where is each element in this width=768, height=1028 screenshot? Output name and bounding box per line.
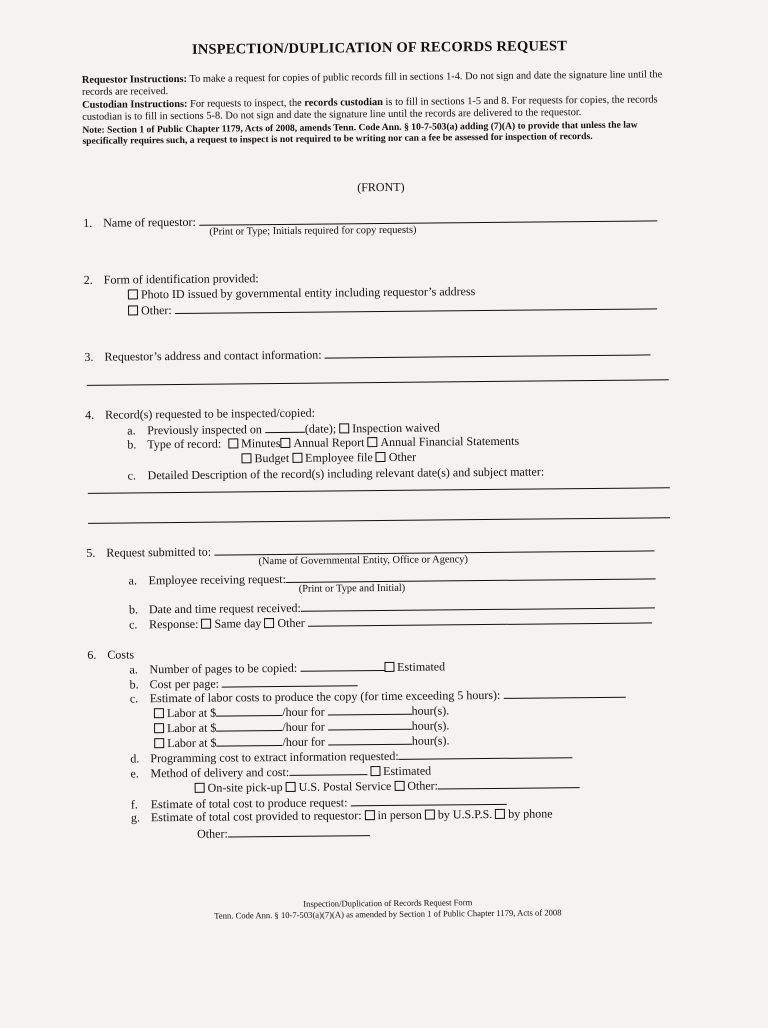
labor-1-hours-field[interactable] <box>327 703 411 716</box>
instructions-block <box>82 69 683 147</box>
annual-financial-label: Annual Financial Statements <box>380 433 520 450</box>
employee-file-checkbox[interactable] <box>292 453 302 463</box>
postal-service-label: U.S. Postal Service <box>298 778 392 794</box>
cost-provided-other <box>197 824 370 841</box>
delivery-estimated-checkbox[interactable] <box>370 766 380 776</box>
delivery-estimated-label: Estimated <box>383 763 432 779</box>
other-record-checkbox[interactable] <box>376 452 386 462</box>
date-label: (date); <box>304 421 337 436</box>
labor-cost-label: Estimate of labor costs to produce the copy (for time exceeding 5 hours): <box>149 687 501 706</box>
description-field-line-2[interactable] <box>88 517 670 524</box>
by-usps-label: by U.S.P.S. <box>437 806 493 822</box>
custodian-instructions-label: Custodian Instructions: <box>82 98 188 111</box>
annual-financial-checkbox[interactable] <box>367 437 377 447</box>
pages-to-copy-field[interactable] <box>300 659 384 672</box>
address-field-line-2[interactable] <box>87 379 669 386</box>
labor-2-checkbox[interactable] <box>154 723 164 733</box>
item-letter: c. <box>129 617 138 632</box>
labor-rate-label: Labor at $ <box>166 705 217 721</box>
labor-2-hours-field[interactable] <box>328 718 412 731</box>
previously-inspected-date-field[interactable] <box>265 421 305 433</box>
labor-1-rate-field[interactable] <box>216 704 282 717</box>
section-4 <box>85 406 315 422</box>
labor-3-hours-field[interactable] <box>328 733 412 746</box>
in-person-label: in person <box>377 807 422 823</box>
cost-provided-label: Estimate of total cost provided to requestor: <box>150 808 362 825</box>
custodian-instructions-text-2: is to fill in sections 1-5 and 8. For requests for copies, the records custodian is to fill in sections 5-8. Do not sign and date the signature line until the records are delivered to the requestor. <box>82 94 658 124</box>
labor-2-rate-field[interactable] <box>216 719 282 732</box>
submitted-to-hint: (Name of Governmental Entity, Office or Agency) <box>258 554 468 568</box>
employee-receiving-hint: (Print or Type and Initial) <box>298 582 406 595</box>
identification-label: Form of identification provided: <box>103 271 259 287</box>
section-4b-row-2 <box>241 450 416 466</box>
budget-label: Budget <box>254 450 290 466</box>
requestor-instructions-text: To make a request for copies of public records fill in sections 1-4. Do not sign and date the signature line until the records are received. <box>81 69 663 99</box>
employee-receiving-field[interactable] <box>286 567 656 583</box>
section-4b <box>127 434 519 452</box>
inspection-waived-checkbox[interactable] <box>339 423 349 433</box>
delivery-options <box>195 776 580 795</box>
section-number: 1. <box>83 215 93 230</box>
other-delivery-checkbox[interactable] <box>394 781 404 791</box>
address-label: Requestor’s address and contact information: <box>104 347 322 364</box>
front-label: (FRONT) <box>357 179 405 195</box>
custodian-bold-text: records custodian <box>304 96 383 109</box>
labor-rate-label: Labor at $ <box>166 720 217 736</box>
annual-report-label: Annual Report <box>293 435 365 450</box>
pages-estimated-label: Estimated <box>397 659 446 674</box>
labor-hours-label: hour(s). <box>411 718 450 733</box>
total-cost-field[interactable] <box>350 793 506 806</box>
item-letter: a. <box>128 573 138 588</box>
labor-hours-label: hour(s). <box>411 733 450 748</box>
response-label: Response: <box>148 616 199 632</box>
labor-1-checkbox[interactable] <box>154 708 164 718</box>
costs-label: Costs <box>107 647 135 662</box>
section-number: 4. <box>84 407 95 422</box>
footer-citation: Tenn. Code Ann. § 10-7-503(a)(7)(A) as amended by Section 1 of Public Chapter 1179, Acts of 2008 <box>214 907 562 921</box>
other-delivery-field[interactable] <box>438 776 580 789</box>
item-letter: c. <box>129 691 139 706</box>
labor-cost-field[interactable] <box>503 686 625 699</box>
section-6 <box>87 647 134 661</box>
labor-3-rate-field[interactable] <box>216 734 282 747</box>
same-day-checkbox[interactable] <box>201 619 211 629</box>
other-response-field[interactable] <box>308 611 652 626</box>
requestor-instructions-label: Requestor Instructions: <box>81 73 188 86</box>
minutes-label: Minutes <box>241 435 281 451</box>
requestor-name-hint: (Print or Type; Initials required for copy requests) <box>209 224 417 238</box>
section-number: 5. <box>86 545 96 560</box>
labor-rate-label: Labor at $ <box>167 735 217 751</box>
employee-file-label: Employee file <box>305 450 373 465</box>
other-response-checkbox[interactable] <box>264 618 274 628</box>
section-number: 2. <box>83 272 93 287</box>
cost-provided-other-label: Other: <box>197 826 228 841</box>
item-letter: e. <box>130 766 139 781</box>
pages-estimated-checkbox[interactable] <box>384 662 394 672</box>
submitted-to-label: Request submitted to: <box>106 544 212 560</box>
cost-per-page-field[interactable] <box>222 674 358 687</box>
section-number: 6. <box>87 647 97 662</box>
labor-hour-label: /hour for <box>282 734 325 749</box>
description-label: Detailed Description of the record(s) including relevant date(s) and subject matter: <box>147 464 545 483</box>
section-6g <box>131 806 553 824</box>
other-id-label: Other: <box>140 303 172 318</box>
item-letter: d. <box>130 751 140 766</box>
date-time-received-label: Date and time request received: <box>148 600 301 617</box>
form-title: INSPECTION/DUPLICATION OF RECORDS REQUEST <box>191 38 568 58</box>
other-delivery-label: Other: <box>407 778 439 793</box>
footer-form-name: Inspection/Duplication of Records Request Form <box>303 897 473 909</box>
section-number: 3. <box>84 349 94 364</box>
item-letter: g. <box>130 810 140 825</box>
item-letter: a. <box>127 423 136 438</box>
cost-provided-other-field[interactable] <box>228 824 370 837</box>
item-letter: b. <box>129 677 139 692</box>
description-field-line-1[interactable] <box>88 487 670 494</box>
item-letter: f. <box>130 797 138 812</box>
section-2 <box>84 271 259 287</box>
same-day-label: Same day <box>214 616 262 631</box>
programming-cost-label: Programming cost to extract information requested: <box>150 748 399 766</box>
by-usps-checkbox[interactable] <box>425 810 435 820</box>
other-id-checkbox[interactable] <box>128 305 138 315</box>
budget-checkbox[interactable] <box>241 453 251 463</box>
form-footer <box>4 894 768 923</box>
delivery-method-label: Method of delivery and cost: <box>150 764 290 781</box>
on-site-pickup-checkbox[interactable] <box>195 783 205 793</box>
item-letter: b. <box>127 437 137 452</box>
in-person-checkbox[interactable] <box>364 810 374 820</box>
postal-service-checkbox[interactable] <box>286 782 296 792</box>
type-of-record-label: Type of record: <box>147 436 222 452</box>
section-6a <box>129 658 445 676</box>
requestor-name-field[interactable] <box>199 209 657 225</box>
previously-inspected-label: Previously inspected on <box>147 422 262 438</box>
by-phone-checkbox[interactable] <box>495 809 505 819</box>
other-response-label: Other <box>277 615 305 631</box>
total-cost-label: Estimate of total cost to produce request: <box>150 795 348 812</box>
item-letter: a. <box>129 662 138 677</box>
programming-cost-field[interactable] <box>399 746 573 760</box>
legal-note: Note: Section 1 of Public Chapter 1179, Acts of 2008, amends Tenn. Code Ann. § 10-7-503(a) adding (7)(A) to provide that unless the law specifically requires such, a request to inspect is not required to be writing nor can a fee be assessed for inspection of records. <box>82 119 638 147</box>
on-site-pickup-label: On-site pick-up <box>207 779 283 795</box>
annual-report-checkbox[interactable] <box>280 438 290 448</box>
delivery-cost-field[interactable] <box>289 763 367 776</box>
minutes-checkbox[interactable] <box>228 438 238 448</box>
labor-hour-label: /hour for <box>282 704 325 719</box>
labor-hour-label: /hour for <box>282 719 325 734</box>
photo-id-label: Photo ID issued by governmental entity including requestor’s address <box>140 284 476 302</box>
inspection-waived-label: Inspection waived <box>352 420 440 436</box>
requestor-name-label: Name of requestor: <box>103 214 196 230</box>
by-phone-label: by phone <box>508 806 553 821</box>
custodian-instructions-text: For requests to inspect, the <box>187 97 305 110</box>
item-letter: c. <box>127 468 137 483</box>
labor-hours-label: hour(s). <box>411 703 450 718</box>
date-time-received-field[interactable] <box>301 596 655 611</box>
submitted-to-field[interactable] <box>214 539 654 555</box>
section-3 <box>84 343 650 363</box>
item-letter: b. <box>128 602 138 617</box>
cost-per-page-label: Cost per page: <box>149 676 220 692</box>
photo-id-checkbox[interactable] <box>128 289 138 299</box>
records-requested-label: Record(s) requested to be inspected/copied: <box>104 405 316 422</box>
employee-receiving-label: Employee receiving request: <box>148 571 286 588</box>
address-field[interactable] <box>324 343 650 358</box>
labor-3-checkbox[interactable] <box>154 738 164 748</box>
section-4c <box>128 464 545 482</box>
other-record-label: Other <box>388 449 417 464</box>
pages-to-copy-label: Number of pages to be copied: <box>149 660 298 677</box>
